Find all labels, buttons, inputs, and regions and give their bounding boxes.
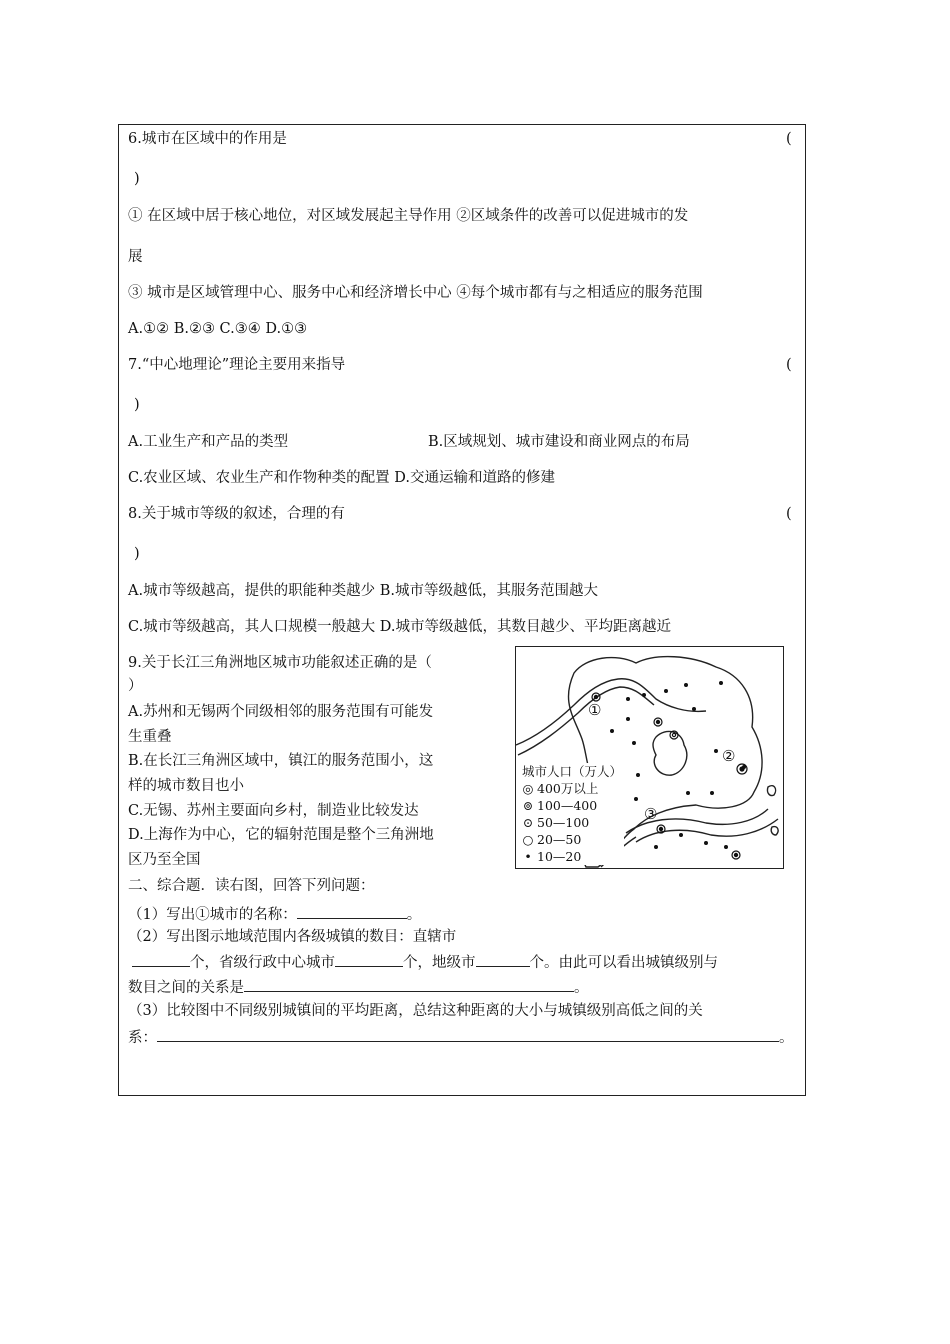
legend-symbol-icon: • — [524, 849, 532, 864]
legend-label: 400万以上 — [537, 781, 599, 796]
q7-option-cd: C.农业区域、农业生产和作物种类的配置 D.交通运输和道路的修建 — [128, 470, 556, 486]
q9-option-b: B.在长江三角洲区域中，镇江的服务范围小，这 — [128, 753, 434, 769]
map-marker-2: ② — [722, 747, 736, 765]
map-marker-1: ① — [588, 701, 602, 719]
question-table-frame — [118, 124, 806, 1096]
q7-option-a: A.工业生产和产品的类型 — [128, 434, 289, 450]
answer-blank-provincial-count[interactable] — [335, 952, 403, 967]
answer-blank-city-name[interactable] — [297, 904, 407, 919]
q9-option-a: A.苏州和无锡两个同级相邻的服务范围有可能发 — [128, 704, 434, 720]
q9-option-a-cont: 生重叠 — [128, 729, 172, 745]
legend-row — [522, 780, 622, 797]
section2-q2-relation-text: 数目之间的关系是 — [128, 980, 244, 996]
legend-symbol-icon: ◎ — [522, 781, 534, 796]
section2-q1 — [128, 904, 421, 924]
q8-paren-close: ) — [134, 546, 140, 562]
answer-blank-municipality-count[interactable] — [132, 952, 190, 967]
q9-stem: 9.关于长江三角洲地区城市功能叙述正确的是（ — [128, 655, 432, 671]
answer-blank-distance-relation[interactable] — [157, 1027, 779, 1042]
section2-q2: （2）写出图示地域范围内各级城镇的数目：直辖市 — [128, 929, 457, 945]
q6-paren-open: ( — [786, 131, 792, 147]
q8-option-ab: A.城市等级越高，提供的职能种类越少 B.城市等级越低，其服务范围越大 — [128, 583, 598, 599]
q6-options: A.①② B.②③ C.③④ D.①③ — [128, 321, 308, 337]
q6-stem: 6.城市在区域中的作用是 — [128, 131, 287, 147]
section2-q3-answer — [128, 1027, 794, 1047]
legend-label: 20—50 — [537, 832, 582, 847]
answer-blank-relation[interactable] — [244, 977, 574, 992]
q6-statement-2: ③ 城市是区域管理中心、服务中心和经济增长中心 ④每个城市都有与之相适应的服务范围 — [128, 285, 703, 301]
legend-label: 10—20 — [537, 849, 582, 864]
q9-stem-close: ） — [128, 678, 143, 694]
q8-option-cd: C.城市等级越高，其人口规模一般越大 D.城市等级越低，其数目越少、平均距离越近 — [128, 619, 672, 635]
answer-blank-prefecture-count[interactable] — [476, 952, 530, 967]
q8-stem: 8.关于城市等级的叙述，合理的有 — [128, 506, 345, 522]
section2-q2-blanks — [128, 952, 718, 972]
legend-title: 城市人口（万人） — [522, 764, 623, 779]
q8-paren-open: ( — [786, 506, 792, 522]
q6-statement-1-cont: 展 — [128, 249, 143, 265]
q7-option-b: B.区域规划、城市建设和商业网点的布局 — [428, 434, 690, 450]
q9-option-c: C.无锡、苏州主要面向乡村，制造业比较发达 — [128, 803, 419, 819]
q6-paren-close: ) — [134, 171, 140, 187]
yangtze-delta-map — [515, 646, 784, 869]
legend-row — [522, 831, 622, 848]
q9-option-d: D.上海作为中心，它的辐射范围是整个三角洲地 — [128, 827, 434, 843]
section2-q3-end: 。 — [779, 1030, 794, 1046]
q6-statement-1: ① 在区域中居于核心地位，对区域发展起主导作用 ②区域条件的改善可以促进城市的发 — [128, 208, 689, 224]
legend-label: 100—400 — [537, 798, 598, 813]
map-legend — [520, 763, 624, 865]
legend-symbol-icon: ⊚ — [522, 798, 534, 813]
legend-symbol-icon: ○ — [522, 832, 534, 847]
q9-option-b-cont: 样的城市数目也小 — [128, 778, 244, 794]
section2-q2-text2: 个，地级市 — [403, 955, 476, 971]
section2-q2-text3: 个。由此可以看出城镇级别与 — [529, 955, 718, 971]
section2-q1-text: （1）写出①城市的名称： — [128, 907, 297, 923]
q7-paren-close: ) — [134, 397, 140, 413]
q9-option-d-cont: 区乃至全国 — [128, 852, 201, 868]
section2-q2-relation-end: 。 — [574, 980, 589, 996]
section2-title: 二、综合题．读右图，回答下列问题： — [128, 878, 375, 894]
q7-paren-open: ( — [786, 357, 792, 373]
legend-label: 50—100 — [537, 815, 590, 830]
section2-q1-end: 。 — [406, 907, 422, 923]
legend-row — [522, 814, 622, 831]
section2-q2-relation — [128, 977, 589, 997]
section2-q3-text: 系： — [128, 1030, 157, 1046]
legend-row — [522, 797, 622, 814]
map-marker-3: ③ — [644, 805, 658, 823]
legend-symbol-icon: ⊙ — [522, 815, 534, 830]
section2-q2-text1: 个，省级行政中心城市 — [190, 955, 335, 971]
section2-q3: （3）比较图中不同级别城镇间的平均距离，总结这种距离的大小与城镇级别高低之间的关 — [128, 1003, 703, 1019]
legend-row — [522, 848, 622, 865]
q7-stem: 7.“中心地理论”理论主要用来指导 — [128, 357, 346, 373]
